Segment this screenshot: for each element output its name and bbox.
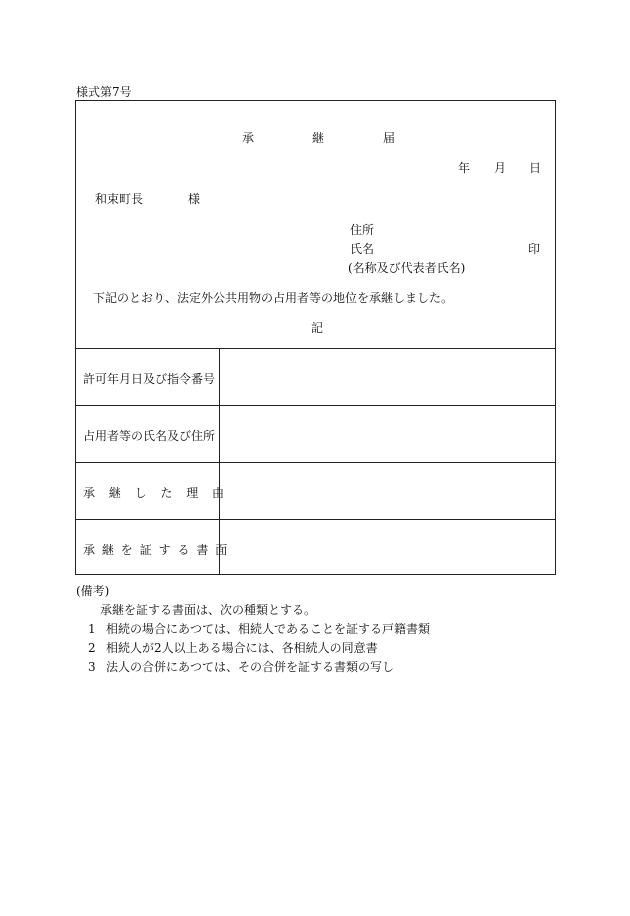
title-char-1: 承 xyxy=(242,131,255,145)
title-char-2: 継 xyxy=(312,131,325,145)
address-label: 住所 xyxy=(350,223,375,237)
addressee-name: 和束町長 xyxy=(95,192,144,206)
remark-item-text: 相続人が2人以上ある場合には、各相続人の同意書 xyxy=(106,641,378,655)
seal-mark: 印 xyxy=(528,242,541,256)
date-month: 月 xyxy=(494,161,507,175)
table-top-border xyxy=(76,348,555,349)
remark-item-text: 法人の合併にあつては、その合併を証する書類の写し xyxy=(106,660,395,674)
title-char-3: 届 xyxy=(383,131,396,145)
remarks-intro: 承継を証する書面は、次の種類とする。 xyxy=(100,603,317,617)
name-label: 氏名 xyxy=(350,242,375,256)
statement-text: 下記のとおり、法定外公共用物の占用者等の地位を承継しました。 xyxy=(93,291,454,305)
remark-item-number: 1 xyxy=(88,622,96,636)
notification-form xyxy=(75,100,556,575)
date-year: 年 xyxy=(458,161,471,175)
remark-item-number: 2 xyxy=(88,641,96,655)
remarks-heading: (備考) xyxy=(76,584,110,598)
ki-heading: 記 xyxy=(311,321,324,335)
row-divider xyxy=(76,519,555,520)
row-divider xyxy=(76,462,555,463)
row-label-document: 承継を証する書面 xyxy=(83,543,235,557)
row-label-reason: 承継した理由 xyxy=(83,486,238,500)
row-divider xyxy=(76,405,555,406)
column-divider xyxy=(219,348,220,575)
date-day: 日 xyxy=(529,161,542,175)
remark-item-text: 相続の場合にあつては、相続人であることを証する戸籍書類 xyxy=(106,622,431,636)
name-note: (名称及び代表者氏名) xyxy=(348,261,466,275)
form-number: 様式第7号 xyxy=(76,85,132,99)
addressee-honorific: 様 xyxy=(188,192,201,206)
row-label-occupant: 占用者等の氏名及び住所 xyxy=(83,429,216,443)
remark-item-number: 3 xyxy=(88,660,96,674)
row-label-permit: 許可年月日及び指令番号 xyxy=(83,372,216,386)
